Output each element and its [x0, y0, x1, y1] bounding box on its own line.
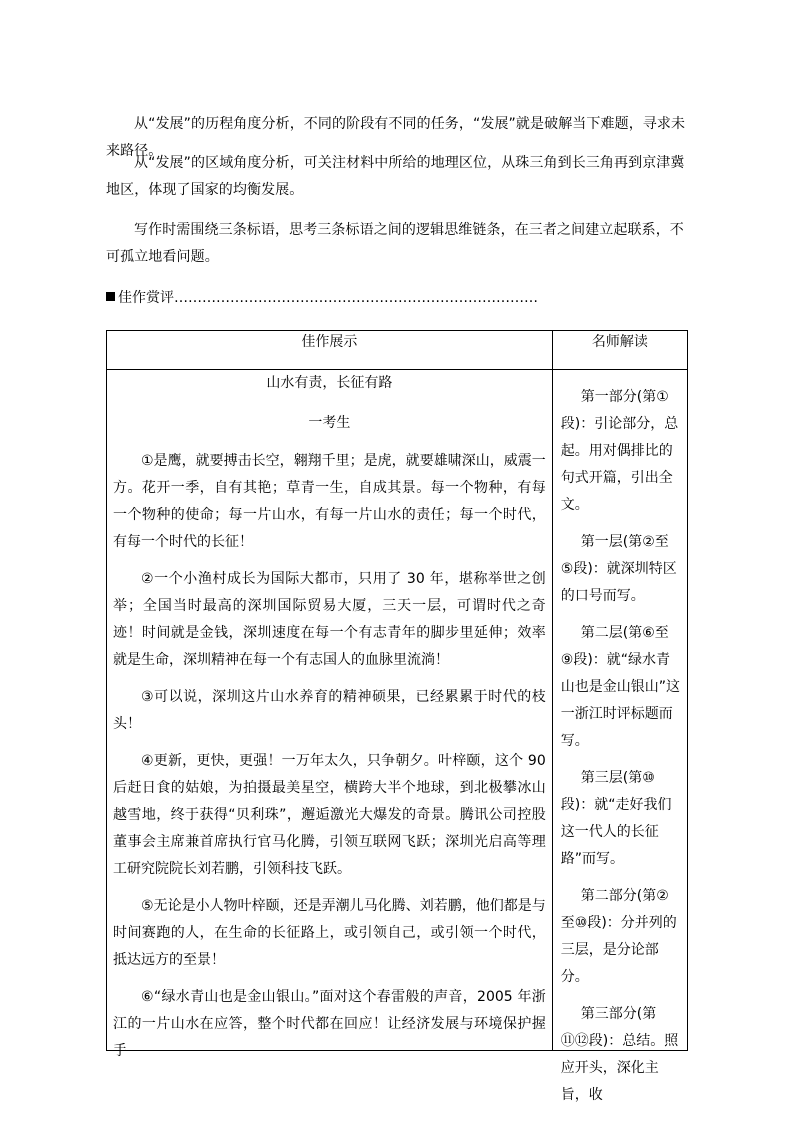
essay-paragraph: ①是鹰，就要搏击长空，翱翔千里；是虎，就要雄啸深山，威震一方。花开一季，自有其艳；草青一生，自成其景。每一个物种，有每一个物种的使命；每一片山水，有每一片山水的责任；每一个时代，有每一个时代的长征！	[113, 453, 546, 550]
header-essay: 佳作展示	[107, 331, 553, 370]
essay-paragraph: ⑤无论是小人物叶梓颐，还是弄潮儿马化腾、刘若鹏，他们都是与时间赛跑的人，在生命的长征路上，或引领自己，或引领一个时代，抵达远方的至景！	[113, 898, 546, 968]
table-header-row	[107, 331, 688, 370]
section-heading-text: 佳作赏评……………………………………………………………………	[118, 290, 538, 306]
essay-table	[106, 330, 688, 1103]
note-item: 第一层(第②至⑤段)：就深圳特区的口号而写。	[560, 534, 677, 604]
table-body-row	[107, 370, 688, 1051]
note-item: 第二层(第⑥至⑨段)：就“绿水青山也是金山银山”这一浙江时评标题而写。	[560, 625, 681, 749]
intro-paragraph-2: 从“发展”的区域角度分析，可关注材料中所给的地理区位，从珠三角到长三角再到京津冀地区，体现了国家的均衡发展。	[106, 155, 685, 198]
note-item: 第一部分(第①段)：引论部分，总起。用对偶排比的句式开篇，引出全文。	[560, 389, 679, 513]
square-bullet-icon	[106, 292, 115, 301]
note-item: 第三层(第⑩段)：就“走好我们这一代人的长征路”而写。	[560, 770, 672, 867]
essay-paragraph: ③可以说，深圳这片山水养育的精神硕果，已经累累于时代的枝头！	[113, 689, 546, 732]
essay-paragraph: ②一个小渔村成长为国际大都市，只用了 30 年，堪称举世之创举；全国当时最高的深圳国际贸易大厦，三天一层，可谓时代之奇迹！时间就是金钱，深圳速度在每一个有志青年的脚步里延伸；效率就是生命，深圳精神在每一个有志国人的血脉里流淌！	[113, 571, 546, 668]
notes-cell	[552, 370, 687, 1103]
intro-paragraph-1: 从“发展”的历程角度分析，不同的阶段有不同的任务，“发展”就是破解当下难题，寻求未来路径。	[106, 116, 686, 159]
essay-author: 一考生	[308, 415, 351, 431]
essay-cell	[107, 370, 553, 1059]
header-notes: 名师解读	[552, 331, 687, 370]
note-item: 第三部分(第⑪⑫段)：总结。照应开头，深化主旨，收	[560, 1006, 679, 1103]
section-heading	[106, 287, 538, 309]
essay-title: 山水有责，长征有路	[266, 375, 393, 391]
essay-paragraph: ④更新，更快，更强！一万年太久，只争朝夕。叶梓颐，这个 90 后赶日食的姑娘，为拍摄最美星空，横跨大半个地球，到北极攀冰山越雪地，终于获得“贝利珠”，邂逅激光大爆发的奇景。腾讯公司控股董事会主席兼首席执行官马化腾，引领互联网飞跃；深圳光启高等理工研究院院长刘若鹏，引领科技飞跃。	[113, 753, 546, 877]
intro-paragraph-3: 写作时需围绕三条标语，思考三条标语之间的逻辑思维链条，在三者之间建立起联系，不可孤立地看问题。	[106, 222, 684, 265]
note-item: 第二部分(第②至⑩段)：分并列的三层，是分论部分。	[560, 888, 677, 985]
essay-paragraph: ⑥“绿水青山也是金山银山。”面对这个春雷般的声音，2005 年浙江的一片山水在应答，整个时代都在回应！让经济发展与环境保护握手	[113, 989, 546, 1059]
